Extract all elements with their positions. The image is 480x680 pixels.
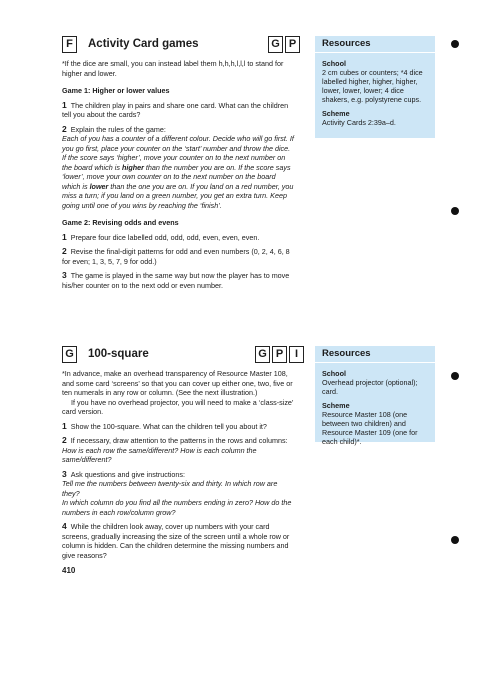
resources-panel [315, 346, 435, 446]
scheme-resources: Resource Master 108 (one between two children) and Resource Master 109 (one for each child)*. [322, 410, 418, 446]
resources-title: Resources [315, 36, 435, 53]
game1-title: Game 1: Higher or lower values [62, 86, 170, 95]
step-2: 2 If necessary, draw attention to the patterns in the rows and columns: How is each row the same/different? How is each column the same/different? [62, 435, 288, 464]
step-1: 1 The children play in pairs and share one card. What can the children tell you about the cards? [62, 99, 289, 119]
tag-pair: P [272, 346, 287, 363]
section-100-square [62, 346, 440, 561]
g2-step-1: 1 Prepare four dice labelled odd, odd, odd, even, even, even. [62, 231, 260, 242]
scheme-resources: Activity Cards 2:39a–d. [322, 118, 396, 127]
resources-panel [315, 36, 435, 138]
section-letter: F [62, 36, 77, 53]
tag-group: G [268, 36, 283, 53]
intro-note: *In advance, make an overhead transparency of Resource Master 108, and some card ‘screens’ so that you can cover up either one, two, five or ten numerals in any row or column. (See the next illustration.) [62, 369, 293, 397]
page-number: 410 [62, 566, 76, 575]
intro-note-2: If you have no overhead projector, you will need to make a ‘class-size’ card version. [62, 397, 294, 416]
resources-title: Resources [315, 346, 435, 363]
tag-pair: P [285, 36, 300, 53]
school-heading: School [322, 59, 346, 68]
school-resources: 2 cm cubes or counters; *4 dice labelled higher, higher, higher, lower, lower, lower; 4 dice shakers, e.g. polystyrene cups. [322, 68, 423, 104]
section-body [62, 59, 294, 295]
game-rules: Each of you has a counter of a different colour. Decide who will go first. If you go first, place your counter on the ‘start’ number and throw the dice. If the score says ‘higher’, move your counter on to the next number on the board which is higher than the number you are on. If the score says ‘lower’, move your own counter on to the next number on the board which is lower than the one you are on. If you land on a red number, you miss a turn; if you land on a green number, you get an extra turn. Keep going until one of you wins by reaching the ‘finish’. [62, 134, 294, 210]
scheme-heading: Scheme [322, 401, 350, 410]
school-heading: School [322, 369, 346, 378]
step-3-question-2: In which column do you find all the numbers ending in zero? How do the numbers in each row/column grow? [62, 498, 292, 517]
section-activity-card-games [62, 36, 440, 316]
section-title: 100-square [88, 348, 149, 360]
g2-step-3: 3 The game is played in the same way but now the player has to move his/her counter on to the next odd or even number. [62, 270, 290, 290]
step-1: 1 Show the 100-square. What can the children tell you about it? [62, 420, 267, 431]
tag-group: G [255, 346, 270, 363]
section-body [62, 369, 294, 565]
school-resources: Overhead projector (optional); card. [322, 378, 418, 396]
step-2: 2 Explain the rules of the game: [62, 123, 166, 134]
binder-hole [451, 40, 459, 48]
g2-step-2: 2 Revise the final-digit patterns for odd and even numbers (0, 2, 4, 6, 8 for even; 1, 3, 5, 7, 9 for odd.) [62, 246, 290, 266]
binder-hole [451, 207, 459, 215]
intro-note: *If the dice are small, you can instead label them h,h,h,l,l,l to stand for higher and lower. [62, 59, 284, 78]
step-3: 3 Ask questions and give instructions: [62, 468, 185, 479]
scheme-heading: Scheme [322, 109, 350, 118]
section-title: Activity Card games [88, 38, 199, 50]
step-4: 4 While the children look away, cover up numbers with your card screens, gradually increasing the size of the screen until a whole row or column is hidden. Can the children determine the missing numbers and give reasons? [62, 521, 290, 560]
binder-hole [451, 536, 459, 544]
game2-title: Game 2: Revising odds and evens [62, 218, 179, 227]
tag-individual: I [289, 346, 304, 363]
binder-hole [451, 372, 459, 380]
section-letter: G [62, 346, 77, 363]
step-3-question-1: Tell me the numbers between twenty-six and thirty. In which row are they? [62, 479, 278, 498]
